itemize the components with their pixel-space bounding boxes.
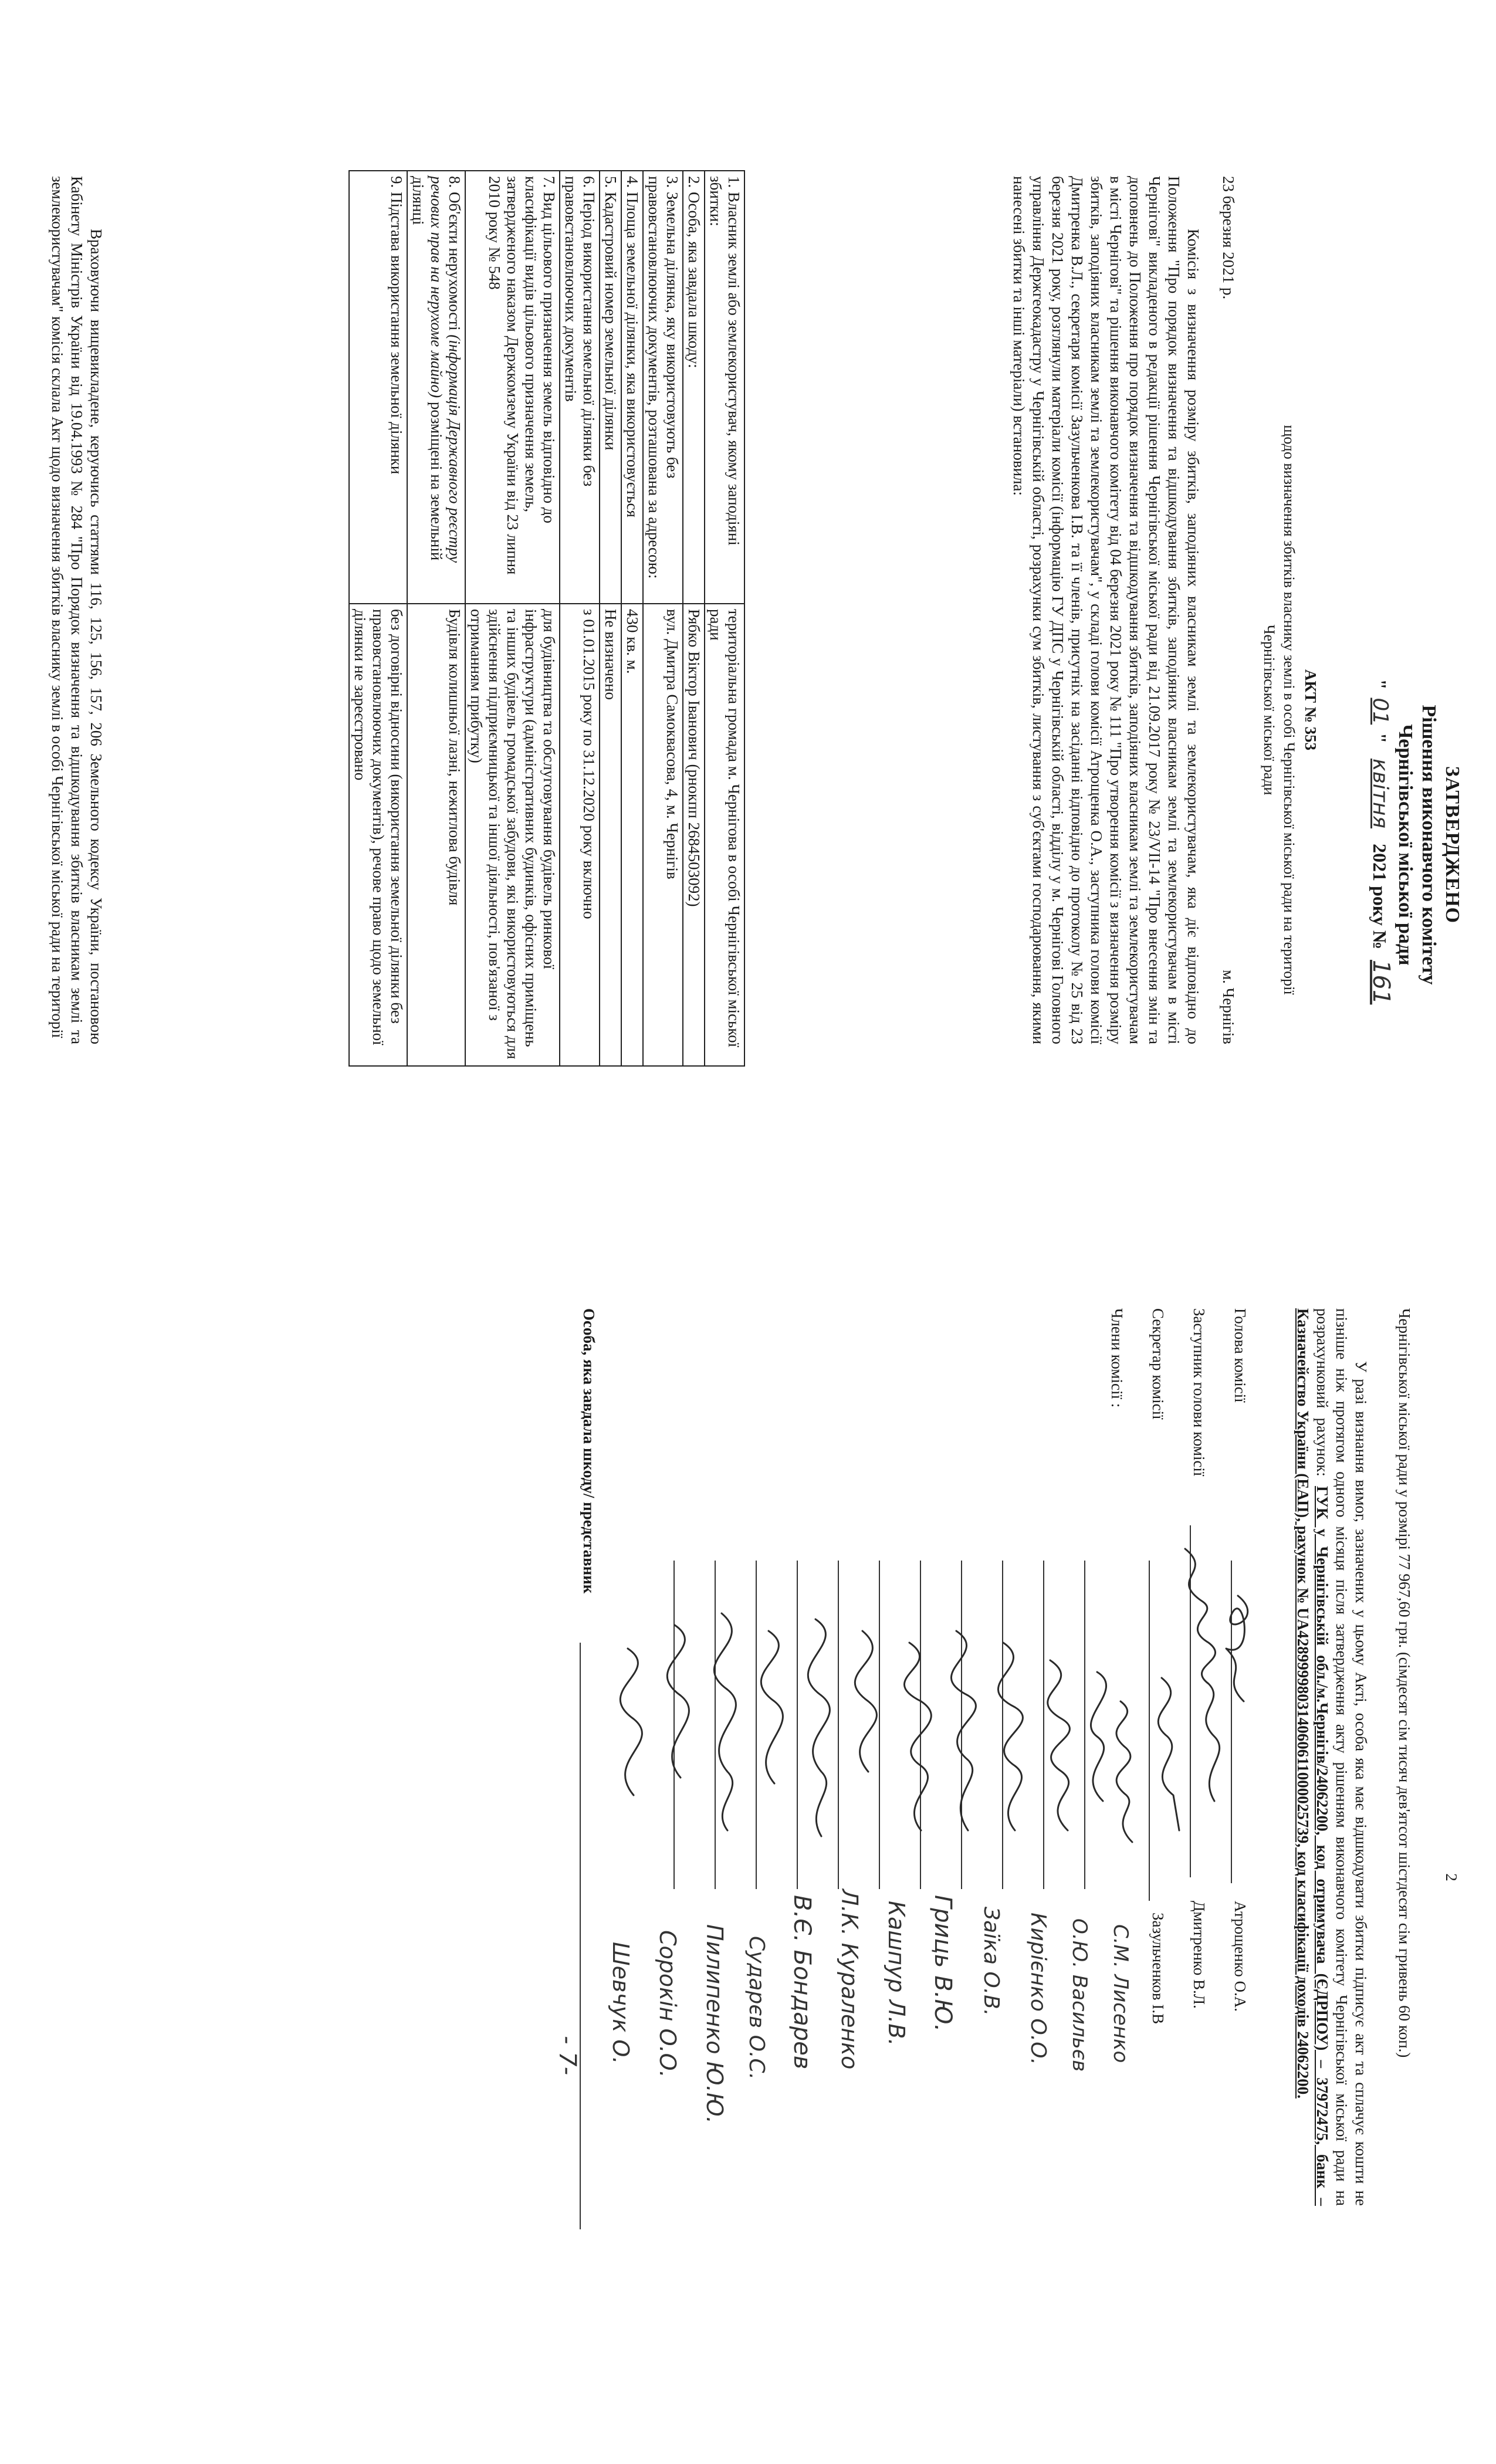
handwritten-name: В.Є. Бондарев — [788, 1895, 815, 2070]
table-cell-value: Будівля колишньої лазні, нежитлова будівля — [407, 604, 465, 1066]
table-row — [349, 171, 407, 1066]
payment-paragraph — [1293, 1308, 1370, 2206]
amount-paragraph: Чернігівської міської ради у розмірі 77 967,60 грн. (сімдесят сім тисяч дев'ятсот шістдесят сім гривень 60 коп.) — [1396, 1308, 1413, 2058]
handwritten-name: Сорокін О.О. — [655, 1930, 681, 2078]
bank-details: ГУК у Чернігівській обл./м.Чернігів/24062200, код отримувача (ЄДРПОУ) – 37972475, банк – Казначейство України (ЕАП), рахунок № UA428999980314060611000025739, код класифікації доходів 24062200. — [1294, 1308, 1331, 2206]
label-tail: розміщені на земельній ділянці — [409, 176, 445, 561]
table-cell-label: 2. Особа, яка завдала шкоду: — [683, 171, 705, 604]
table-row — [683, 171, 705, 1066]
page-number: 2 — [1443, 1873, 1460, 1881]
handwritten-name: Сударєв О.С. — [744, 1936, 769, 2080]
table-row — [560, 171, 600, 1066]
table-cell-label: 7. Вид цільового призначення земель відповідно до класифікації видів цільового призначення земель, затвердженого наказом Держкомзему України від 23 липня 2010 року № 548 — [465, 171, 560, 604]
table-cell-value: Не визначено — [600, 604, 621, 1066]
handwritten-name: С.М. Лисенко — [1109, 1924, 1132, 2063]
table-cell-value: без договірні відносини (використання земельної ділянки без правовстановлюючих документів), речове право щодо земельної ділянки не зареєстровано — [349, 604, 407, 1066]
document-page-2 — [0, 1232, 1496, 2464]
act-title: АКТ № 353 — [1302, 669, 1319, 751]
table-cell-value: для будівництва та обслуговування будівель ринкової інфраструктури (адміністративних будинків, офісних приміщень та інших будівель громадської забудови, які використовуються для здійснення підприємницької та іншої діяльності, пов'язаної з отриманням прибутку) — [465, 604, 560, 1066]
deputy-name: Дмитренко В.Л. — [1190, 1901, 1208, 2009]
intro-paragraph: Комісія з визначення розміру збитків, заподіяних власникам землі та землекористувачам, яка діє відповідно до Положення "Про порядок визначення та відшкодування збитків, заподіяних власникам землі та землекористувачам в місті Чернігові" викладеного в редакції рішення Чернігівської міської ради від 21.09.2017 року № 23/VII-14 "Про внесення змін та доповнень до Положення про порядок визначення та відшкодування збитків, заподіяних власникам землі та землекористувачам в місті Чернігові" та рішення виконавчого комітету від 04 березня 2021 року № 111 "Про утворення комісії з визначення розміру збитків, заподіяних власникам землі та землекористувачам", у складі голови комісії Атрощенка О.А., заступника голови комісії Дмитренка В.Л., секретаря комісії Зазульченкова І.В. та її членів, присутніх на засіданні відповідно до протоколу № 25 від 23 березня 2021 року, розглянули матеріали комісії (інформацію ГУ ДПС у Чернігівській області, відділу у м. Чернігові Головного управління Держгеокадастру у Чернігівській області, розрахунки сум збитків, листування з суб'єктами господарювання, якими нанесені збитки та інші матеріали) встановила: — [1010, 176, 1202, 1044]
table-cell-label: 3. Земельна ділянка, яку використовують без правовстановлюючих документів, розташована за адресою: — [643, 171, 683, 604]
head-name: Атрощенко О.А. — [1231, 1901, 1249, 2012]
table-row — [465, 171, 560, 1066]
approval-date-month: квітня — [1368, 758, 1392, 829]
payment-text: У разі визнання вимог, зазначених у цьому Акті, особа яка має відшкодувати збитки підписує акт та сплачує кошти не пізніше ніж протягом одного місяця після затвердження акту рішенням виконавчого комітету Чернігівської міської ради на розрахунковий рахунок: — [1314, 1308, 1370, 2206]
table-row — [643, 171, 683, 1066]
table-cell-value: вул. Дмитра Самоквасова, 4, м. Чернігів — [643, 604, 683, 1066]
act-city: м. Чернігів — [1220, 970, 1237, 1044]
table-cell-value: територіальна громада м. Чернігова в особі Чернігівської міської ради — [705, 604, 744, 1066]
damage-details-table — [348, 170, 745, 1067]
approval-line-1: Рішення виконавчого комітету — [1418, 705, 1440, 985]
handwritten-name: Гриць В.Ю. — [929, 1895, 956, 2032]
approval-date-quote-close: " — [1369, 733, 1390, 743]
approval-title: ЗАТВЕРДЖЕНО — [1441, 766, 1463, 924]
table-cell-label: 9. Підстава використання земельної ділянки — [349, 171, 407, 604]
members-label: Члени комісії : — [1108, 1308, 1126, 1408]
table-row — [705, 171, 744, 1066]
table-cell-label: 5. Кадастровий номер земельної ділянки — [600, 171, 621, 604]
handwritten-name: Л.К. Кураленко — [837, 1889, 862, 2070]
approval-date-day: 01 — [1368, 698, 1392, 725]
handwritten-name: Шевчук О. — [608, 1942, 634, 2064]
person-label: Особа, яка завдала шкоду/ представник — [580, 1308, 598, 1594]
handwritten-name: Пилипенко Ю.Ю. — [702, 1924, 727, 2124]
approval-date-line — [1368, 622, 1393, 1068]
approval-number: 161 — [1368, 960, 1395, 1005]
handwritten-name: О.Ю. Васильєв — [1068, 1918, 1091, 2072]
act-date: 23 березня 2021 р. — [1220, 176, 1237, 300]
approval-stamp-block — [1368, 622, 1464, 1068]
head-label: Голова комісії — [1231, 1308, 1249, 1403]
approval-line-2: Чернігівської міської ради — [1395, 724, 1416, 966]
page-mark: - 7- — [554, 2036, 581, 2076]
table-row — [600, 171, 621, 1066]
deputy-label: Заступник голови комісії — [1190, 1308, 1208, 1477]
person-signature-line — [580, 1643, 581, 2229]
table-cell-value: Рябко Віктор Іванович (рнокпп 2684503092) — [683, 604, 705, 1066]
secretary-name: Зазульченков І.В — [1149, 1913, 1167, 2025]
secretary-label: Секретар комісії — [1149, 1308, 1167, 1420]
table-row — [621, 171, 643, 1066]
label-italic: (інформація Державного реєстру речових прав на нерухоме майно) — [428, 176, 463, 563]
table-cell-value: з 01.01.2015 року по 31.12.2020 року включно — [560, 604, 600, 1066]
table-cell-label: 6. Період використання земельної ділянки без правовстановлюючих документів — [560, 171, 600, 604]
handwritten-name: Кашпур Л.В. — [884, 1901, 909, 2046]
table-cell-label: 1. Власник землі або землекористувач, якому заподіяні збитки: — [705, 171, 744, 604]
table-cell-value: 430 кв. м. — [621, 604, 643, 1066]
table-row — [407, 171, 465, 1066]
act-subtitle-1: щодо визначення збитків власнику землі в особі Чернігівської міської ради на території — [1281, 425, 1298, 995]
table-cell-label — [407, 171, 465, 604]
signatures-drawing — [581, 1525, 1273, 1936]
approval-date-year: 2021 року № — [1369, 844, 1390, 950]
handwritten-name: Кирієнко О.О. — [1026, 1913, 1050, 2065]
table-cell-label: 4. Площа земельної ділянки, яка використовується — [621, 171, 643, 604]
approval-date-quote-open: " — [1369, 679, 1390, 690]
label-main: 8. Об'єкти нерухомості — [446, 176, 463, 335]
act-subtitle-2: Чернігівської міської ради — [1261, 624, 1278, 796]
closing-paragraph: Враховуючи вищевикладене, керуючись статтями 116, 125, 156, 157, 206 Земельного кодексу України, постановою Кабінету Міністрів України від 19.04.1993 № 284 "Про Порядок визначення та відшкодування збитків власникам землі та землекористувачам" комісія склала Акт щодо визначення збитків власнику землі в особі Чернігівської міської ради на території — [49, 176, 105, 1044]
handwritten-name: Заїка О.В. — [979, 1907, 1003, 2016]
